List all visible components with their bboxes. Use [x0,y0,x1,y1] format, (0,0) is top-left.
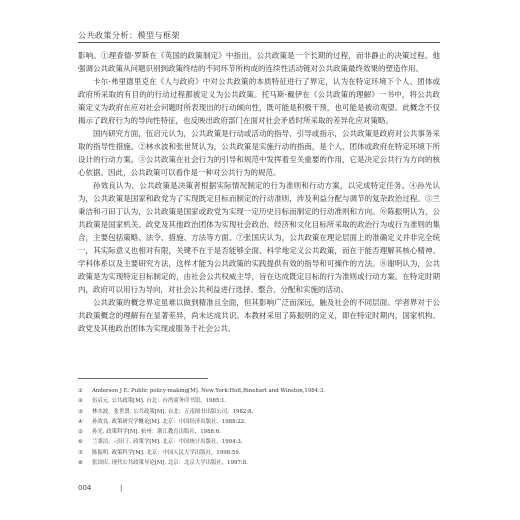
paragraph: 影响。①理查德·罗斯在《英国的政策制定》中指出，公共政策是一个长期的过程，而非静止的决策过程。他强调公共政策从问题识别到政策终结的不同环节所构成的连续性活动链对公共政策最终效果的塑造作用。 [78,51,440,73]
footnote-rule [78,378,208,379]
footnote [78,437,440,447]
footnote-mark: ② [78,398,83,405]
footnote-mark: ③ [78,408,83,415]
footnote-mark: ⑤ [78,429,83,436]
paragraph: 卡尔·弗里德里克在《人与政府》中对公共政策的本质特征进行了界定，认为在特定环境下个人、团体或政府所采取的有目的的行动过程都被定义为公共政策。托马斯·戴伊在《公共政策的理解》一书中，将公共政策定义为政府在应对社会问题时所表现出的行动倾向性，既可能是积极干预，也可能是被动观望。此概念不仅揭示了政府行为的导向性特征，也反映出政府部门在面对社会矛盾时所采取的差异化应对策略。 [78,77,440,125]
footnote [78,386,440,396]
footnote-text: Anderson J E. Public policy-making[M]. New York:Holt,Rinehart and Winston,1984:3. [92,388,326,394]
footnote-mark: ④ [78,418,83,425]
footnote-mark: ① [78,388,83,394]
footnote-text: 林水波，张世贤. 公共政策[M]. 台北：五南图书出版公司，1982:8. [92,408,254,415]
footnote [78,417,440,427]
footnote-mark: ⑦ [78,449,83,456]
header-rule [78,42,440,43]
footnote-text: 张国庆. 现代公共政策导论[M]. 北京：北京大学出版社，1997:8. [92,460,248,467]
footnote-mark: ⑧ [78,460,83,467]
body-text [78,49,440,335]
footnote [78,396,440,406]
footnote-text: 陈振明. 政策科学[M]. 北京：中国人民大学出版社，1998:59. [92,449,241,456]
footnote [78,427,440,437]
footnote-mark: ⑥ [78,439,83,446]
footnote [78,448,440,458]
page-number: 004 [78,484,92,492]
paragraph: 公共政策的概念界定虽难以做到精准且全面，但其影响广泛而深远，触及社会的不同层面。学者界对于公共政策概念的理解有在显著差异，尚未达成共识。本教材采用了陈振明的定义，即在特定时期内，国家机构、政党及其他政治团体为实现或服务于社会公共、 [78,298,440,333]
footnote-text: 孙效良. 政策研究学概论[M]. 北京：中国经济出版社，1988:22. [92,418,246,425]
footnotes [78,386,440,468]
footnote-text: 伍启元. 公共政策[M]. 台北：台湾商务印书馆，1985:1. [92,398,227,405]
running-header: 公共政策分析：模型与框架 [78,31,180,40]
page-number-separator: | [120,484,123,492]
footnote [78,458,440,468]
paragraph: 国内研究方面，伍启元认为，公共政策是行动或活动的指导、引导或指示，公共政策是政府对公共事务采取的指导性措施。②林水波和张世贤认为，公共政策是实施行动的指南，是个人、团体或政府在特定环境下所设计的行动方案。③公共政策在社会行为的引导和规范中发挥着至关重要的作用，它是决定公共行为方向的核心依据。因此，公共政策可以看作是一种对公共行为的规范。 [78,129,440,177]
paragraph: 孙效良认为，公共政策是决策者根据实际情况制定的行为准则和行动方案，以完成特定任务。④孙光认为，公共政策是国家和政党为了实现既定目标而制定的行动准则，涉及利益分配与调节的复杂政治过程。⑤兰秉洁和刁田丁认为，公共政策是国家或政党为实现一定历史目标而制定的行动准则和方向。⑥陈振明认为，公共政策是国家机关、政党及其他政治团体为实现社会政治、经济和文化目标所采取的政治行为或行为准则的集合，主要包括策略、法令、措施、方法等方面。⑦张国庆认为，公共政策在理论层面上的准确定义并非完全统一，其实际意义也相对有限，关键不在于是否能够全面、科学地定义公共政策，而在于能否理解其核心精神、学科体系以及主要研究方法，这样才能为公共政策的实践提供有效的指导和可操作的方法。⑧谢明认为，公共政策是为实现特定目标制定的，由社会公共权威主导，旨在达成既定目标的行为准则或行动方案。在特定时期内，政府可以用行为导向，对社会公共利益进行选择、整合、分配和实施的活动。 [78,181,440,294]
footnote-text: 兰秉洁，刁田丁. 政策学[M]. 北京：中国统计出版社，1994:3. [92,439,243,446]
footnote-text: 孙光. 政策科学[M]. 杭州：浙江教育出版社，1988:6. [92,429,221,436]
footnote [78,407,440,417]
